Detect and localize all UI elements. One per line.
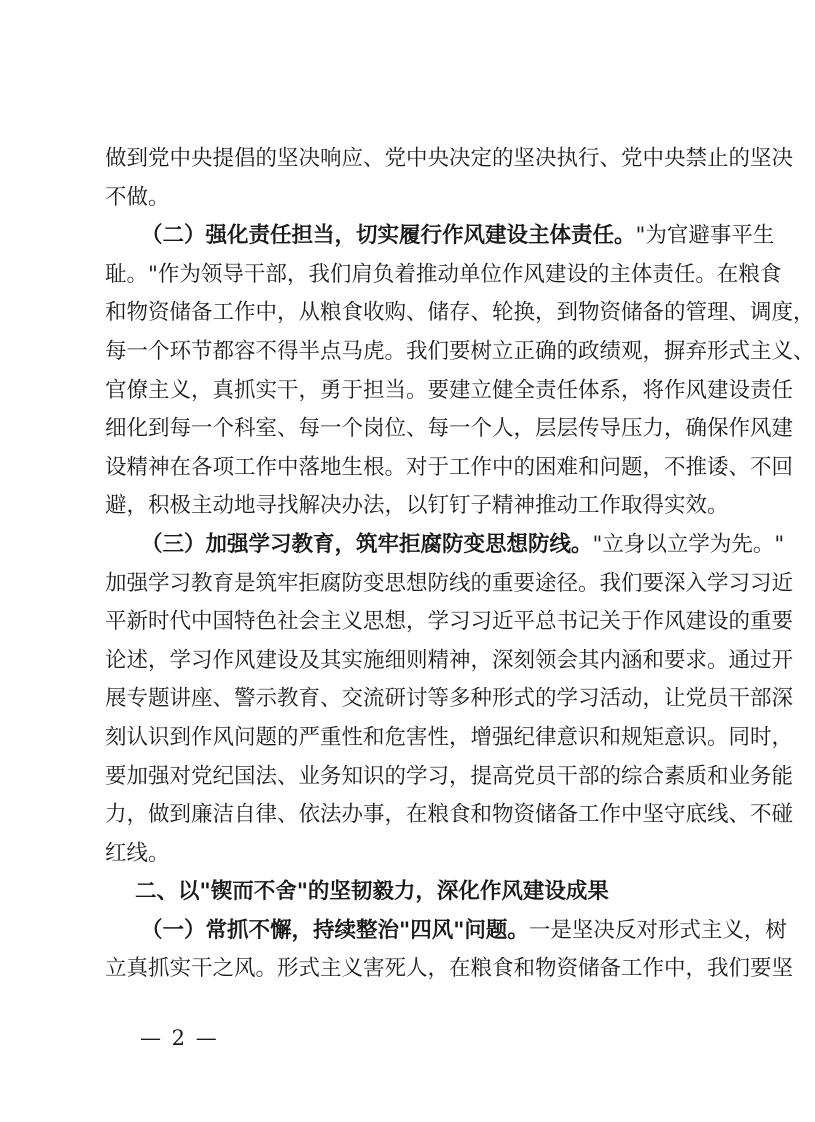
text-line <box>105 372 794 411</box>
subsection-title: （三）加强学习教育，筑牢拒腐防变思想防线。 <box>141 531 593 557</box>
text-line <box>105 449 794 488</box>
text-line <box>105 179 693 218</box>
text-line <box>105 680 794 719</box>
document-body <box>105 140 815 989</box>
text-line <box>105 333 815 372</box>
line-text: 论述，学习作风建设及其实施细则精神，深刻领会其内涵和要求。通过开 <box>105 647 794 673</box>
text-line <box>105 642 794 681</box>
text-line <box>105 603 794 642</box>
line-text: 和物资储备工作中，从粮食收购、储存、轮换，到物资储备的管理、调度， <box>105 300 815 326</box>
text-line <box>105 526 785 565</box>
text-line <box>105 835 693 874</box>
line-text: 不做。 <box>105 184 170 210</box>
line-text: 耻。"作为领导干部，我们肩负着推动单位作风建设的主体责任。在粮食 <box>105 261 782 287</box>
text-line <box>105 410 794 449</box>
line-text: 一是坚决反对形式主义，树 <box>528 917 787 943</box>
text-line <box>105 487 729 526</box>
line-text: 红线。 <box>105 840 170 866</box>
line-text: 力，做到廉洁自律、依法办事，在粮食和物资储备工作中坚守底线、不碰 <box>105 802 794 828</box>
text-line <box>105 140 794 179</box>
text-line <box>105 912 787 951</box>
text-line <box>105 565 794 604</box>
line-text: 设精神在各项工作中落地生根。对于工作中的困难和问题，不推诿、不回 <box>105 454 794 480</box>
text-line <box>105 950 794 989</box>
line-text: 每一个环节都容不得半点马虎。我们要树立正确的政绩观，摒弃形式主义、 <box>105 338 815 364</box>
text-line <box>105 294 815 333</box>
line-text: 平新时代中国特色社会主义思想，学习习近平总书记关于作风建设的重要 <box>105 609 794 635</box>
line-text: 要加强对党纪国法、业务知识的学习，提高党员干部的综合素质和业务能 <box>105 763 794 789</box>
line-text: "为官避事平生 <box>635 223 775 249</box>
subsection-title: （一）常抓不懈，持续整治"四风"问题。 <box>141 917 529 943</box>
line-text: 避，积极主动地寻找解决办法，以钉钉子精神推动工作取得实效。 <box>105 493 729 519</box>
line-text: 细化到每一个科室、每一个岗位、每一个人，层层传导压力，确保作风建 <box>105 416 794 442</box>
page-number: — 2 — <box>140 1026 219 1050</box>
subsection-title: （二）强化责任担当，切实履行作风建设主体责任。 <box>141 223 636 249</box>
text-line <box>105 796 794 835</box>
text-line <box>105 719 794 758</box>
line-text: 官僚主义，真抓实干，勇于担当。要建立健全责任体系，将作风建设责任 <box>105 377 794 403</box>
section-heading <box>105 873 693 912</box>
line-text: 加强学习教育是筑牢拒腐防变思想防线的重要途径。我们要深入学习习近 <box>105 570 794 596</box>
text-line <box>105 217 775 256</box>
line-text: 立真抓实干之风。形式主义害死人，在粮食和物资储备工作中，我们要坚 <box>105 956 794 982</box>
text-line <box>105 758 794 797</box>
line-text: 做到党中央提倡的坚决响应、党中央决定的坚决执行、党中央禁止的坚决 <box>105 146 794 171</box>
line-text: "立身以立学为先。" <box>592 531 785 557</box>
line-text: 刻认识到作风问题的严重性和危害性，增强纪律意识和规矩意识。同时， <box>105 724 794 750</box>
line-text: 二、以"锲而不舍"的坚韧毅力，深化作风建设成果 <box>135 879 609 905</box>
text-line <box>105 256 782 295</box>
line-text: 展专题讲座、警示教育、交流研讨等多种形式的学习活动，让党员干部深 <box>105 686 794 712</box>
